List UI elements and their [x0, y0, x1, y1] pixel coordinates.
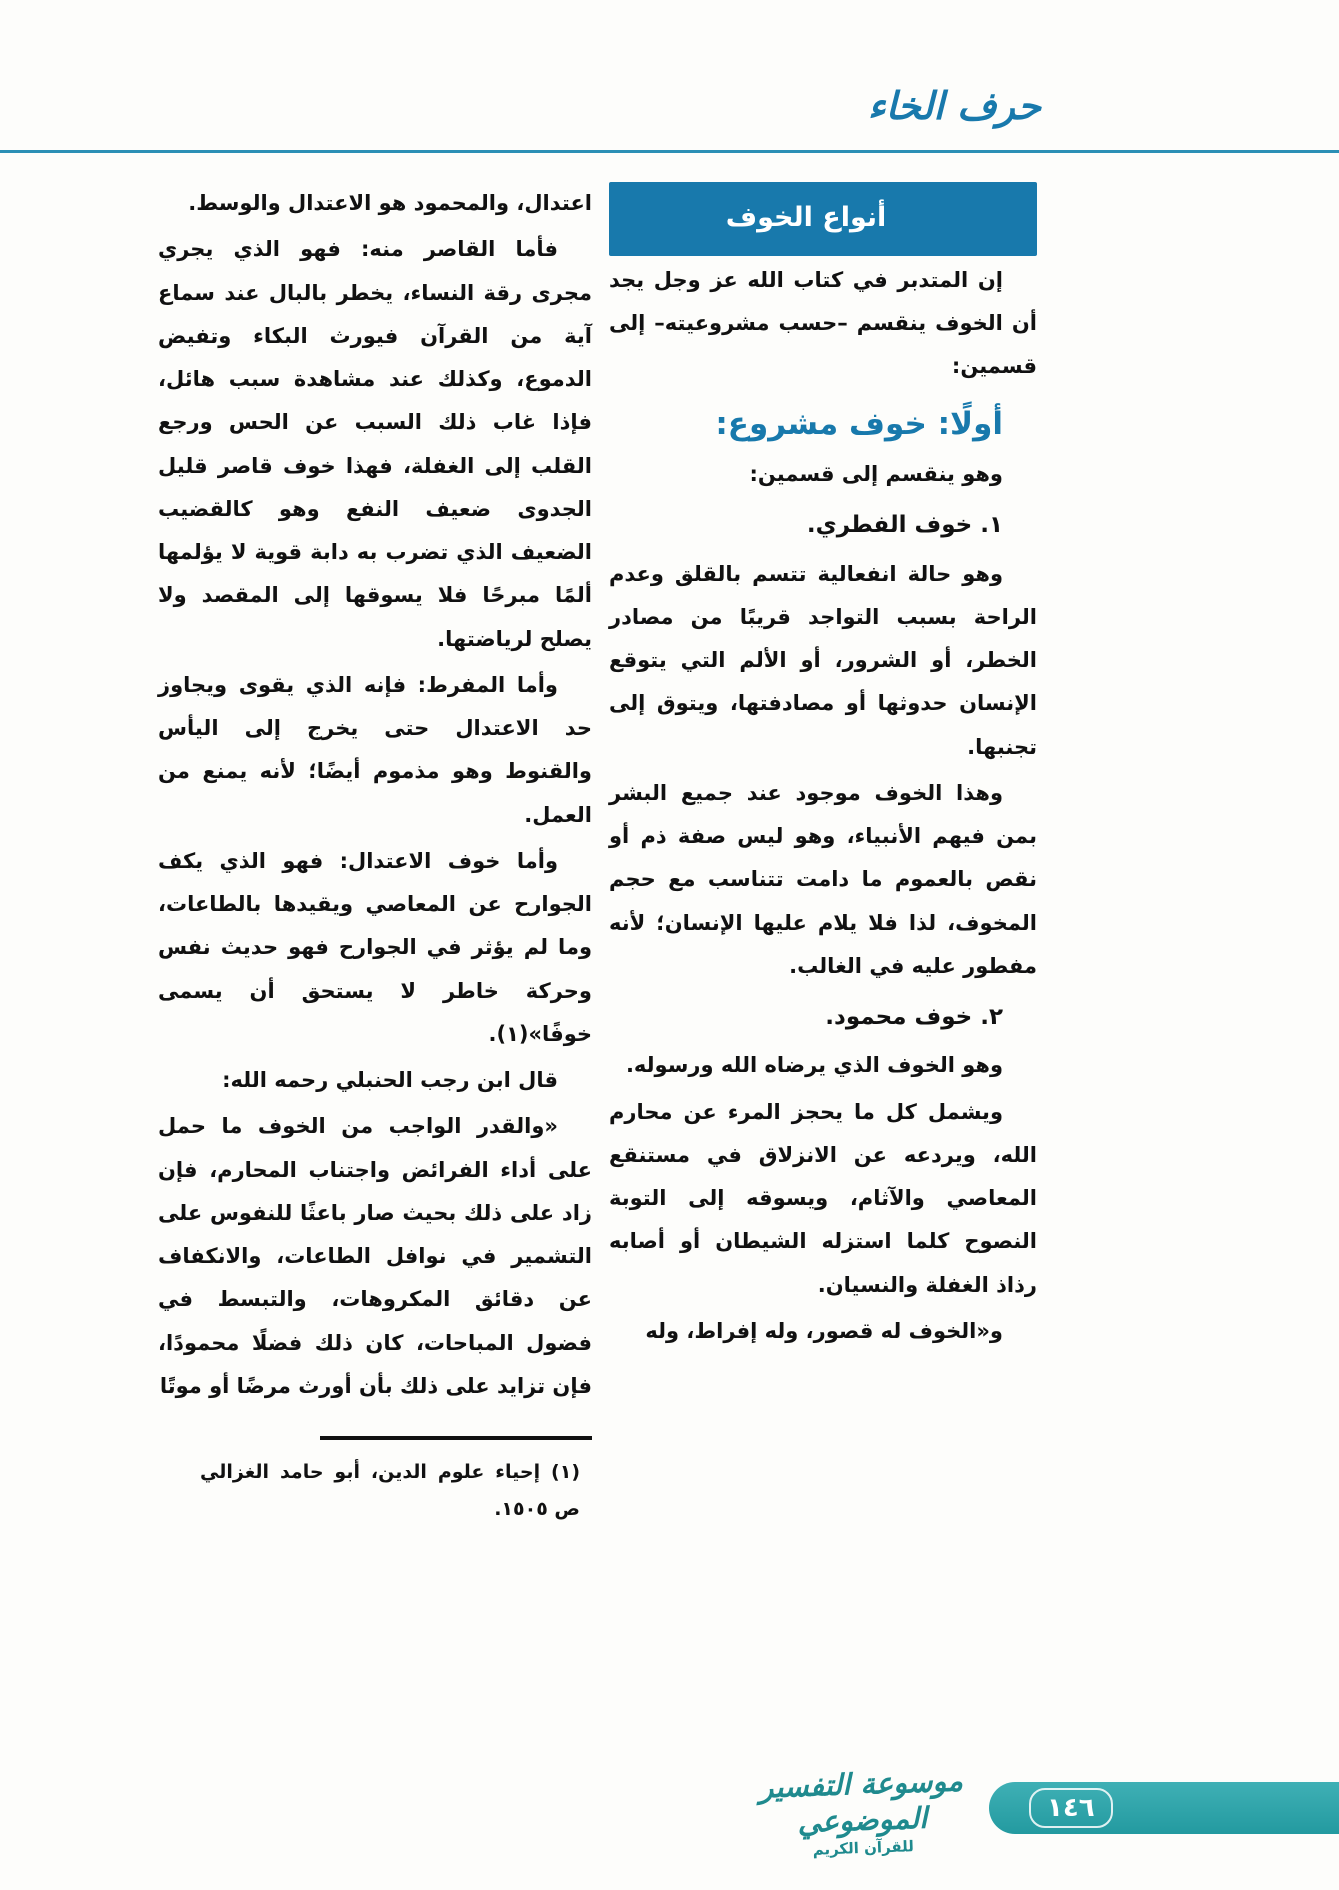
paragraph: وهو حالة انفعالية تتسم بالقلق وعدم الراحة بسبب التواجد قريبًا من مصادر الخطر، أو الشرور، أو الألم التي يتوقع الإنسان حدوثها أو مصادفتها، ويتوق إلى تجنبها. [609, 561, 1037, 759]
publisher-logo-line2: للقرآن الكريم [812, 1836, 915, 1858]
paragraph-continuation: اعتدال، والمحمود هو الاعتدال والوسط. [188, 191, 592, 215]
paragraph: وأما خوف الاعتدال: فهو الذي يكف الجوارح عن المعاصي ويقيدها بالطاعات، وما لم يؤثر في الجوارح فهو حديث نفس وحركة خاطر لا يستحق أن يسمى خوفًا»(١). [158, 848, 592, 1046]
paragraph: ويشمل كل ما يحجز المرء عن محارم الله، ويردعه عن الانزلاق في مستنقع المعاصي والآثام، ويسوقه إلى التوبة النصوح كلما استزله الشيطان أو أصابه رذاذ الغفلة والنسيان. [609, 1099, 1037, 1297]
section-title-box: أنواع الخوف [609, 182, 1037, 256]
paragraph-intro: إن المتدبر في كتاب الله عز وجل يجد أن الخوف ينقسم –حسب مشروعيته– إلى قسمين: [609, 267, 1037, 379]
paragraph: وأما المفرط: فإنه الذي يقوى ويجاوز حد الاعتدال حتى يخرج إلى اليأس والقنوط وهو مذموم أيضًا؛ لأنه يمنع من العمل. [158, 672, 592, 827]
footer-band [989, 1782, 1339, 1834]
paragraph: فأما القاصر منه: فهو الذي يجري مجرى رقة النساء، يخطر بالبال عند سماع آية من القرآن فيورث البكاء وتفيض الدموع، وكذلك عند مشاهدة سبب هائل، فإذا غاب ذلك السبب عن الحس ورجع القلب إلى الغفلة، فهذا خوف قاصر قليل الجدوى ضعيف النفع وهو كالقضيب الضعيف الذي تضرب به دابة قوية لا يؤلمها ألمًا مبرحًا فلا يسوقها إلى المقصد ولا يصلح لرياضتها. [158, 237, 592, 651]
column-right [609, 182, 1037, 1356]
column-left [158, 182, 592, 1528]
paragraph-quote-start: و«الخوف له قصور، وله إفراط، وله [645, 1318, 1003, 1343]
footnote-separator [320, 1436, 592, 1440]
header-divider [0, 150, 1339, 153]
subsection-heading-blue: أولًا: خوف مشروع: [715, 406, 1003, 443]
paragraph-split-note: وهو ينقسم إلى قسمين: [749, 461, 1003, 486]
footnote: (١) إحياء علوم الدين، أبو حامد الغزالي ص ١٥٠٥. [200, 1461, 580, 1521]
publisher-logo [735, 1761, 988, 1860]
paragraph-quote: «والقدر الواجب من الخوف ما حمل على أداء الفرائض واجتناب المحارم، فإن زاد على ذلك بحيث صار باعثًا للنفوس على التشمير في نوافل الطاعات، والانكفاف عن دقائق المكروهات، والتبسط في فضول المباحات، كان ذلك فضلًا محمودًا، فإن تزايد على ذلك بأن أورث مرضًا أو موتًا [158, 1114, 592, 1398]
publisher-logo-line1: موسوعة التفسير الموضوعي [758, 1762, 964, 1839]
paragraph: قال ابن رجب الحنبلي رحمه الله: [222, 1068, 558, 1092]
paragraph: وهو الخوف الذي يرضاه الله ورسوله. [625, 1053, 1003, 1078]
chapter-calligraphy-title: حرف الخاء [867, 84, 1041, 128]
page-number: ١٤٦ [1029, 1788, 1113, 1828]
numbered-subheading-1: ١. خوف الفطري. [806, 512, 1003, 539]
numbered-subheading-2: ٢. خوف محمود. [825, 1004, 1003, 1031]
paragraph: وهذا الخوف موجود عند جميع البشر بمن فيهم الأنبياء، وهو ليس صفة ذم أو نقص بالعموم ما دامت تتناسب مع حجم المخوف، لذا فلا يلام عليها الإنسان؛ لأنه مفطور عليه في الغالب. [609, 780, 1037, 978]
